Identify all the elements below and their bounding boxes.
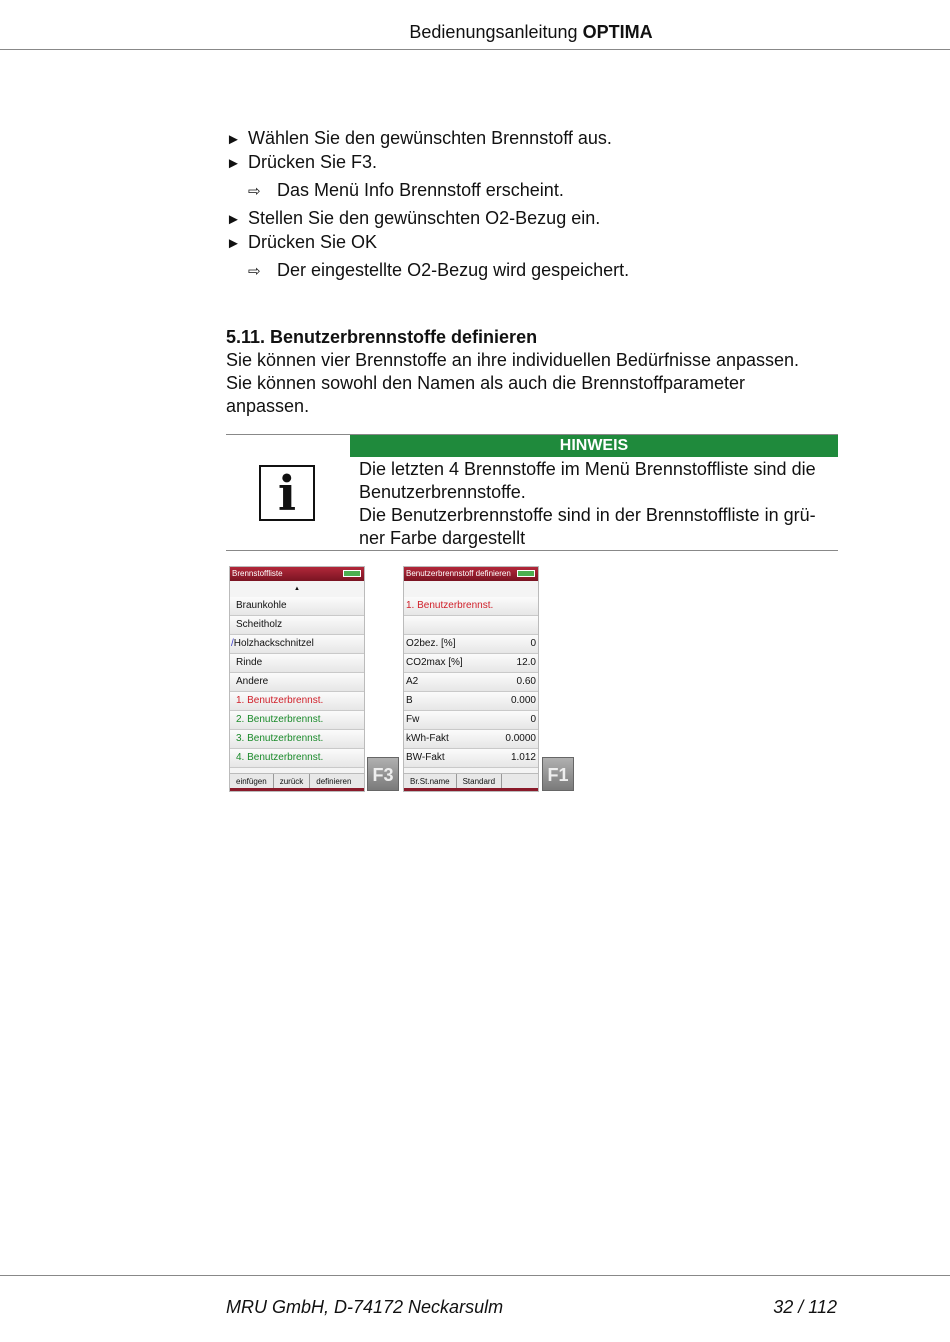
- fuel-name: 1. Benutzerbrennst.: [406, 600, 494, 611]
- battery-icon: [343, 570, 361, 577]
- softkey-zurueck[interactable]: zurück: [274, 774, 311, 791]
- list-item[interactable]: [230, 730, 364, 749]
- arrow-icon: ►: [226, 155, 241, 172]
- main-content: [226, 127, 838, 418]
- outline-arrow-icon: ⇨: [248, 183, 261, 200]
- spacer: [404, 581, 538, 597]
- param-value: 1.012: [510, 752, 536, 763]
- step-3: [226, 207, 838, 231]
- list-item[interactable]: [230, 616, 364, 635]
- param-value: 0.000: [510, 695, 536, 706]
- header-rule: [0, 49, 950, 50]
- param-value: 12.0: [516, 657, 536, 668]
- param-row[interactable]: [404, 673, 538, 692]
- param-label: BW-Fakt: [406, 752, 445, 763]
- param-row[interactable]: [404, 635, 538, 654]
- fuel-name-row[interactable]: [404, 597, 538, 616]
- screen-title-bar: [404, 567, 538, 581]
- softkey-einfuegen[interactable]: einfügen: [230, 774, 274, 791]
- step-2: [226, 151, 838, 175]
- footer-company: MRU GmbH, D-74172 Neckarsulm: [226, 1297, 504, 1317]
- softkey-standard[interactable]: Standard: [457, 774, 502, 791]
- list-item-label: Scheitholz: [236, 619, 283, 630]
- param-label: A2: [406, 676, 419, 687]
- param-value: 0.60: [516, 676, 536, 687]
- list-item-label: 2. Benutzerbrennst.: [236, 714, 324, 725]
- param-value: 0: [530, 714, 536, 725]
- arrow-icon: ►: [226, 235, 241, 252]
- list-item-text: Holzhackschnitzel: [233, 638, 314, 649]
- step-text: Drücken Sie F3.: [248, 152, 378, 172]
- header-text: Bedienungsanleitung: [409, 22, 578, 42]
- screen-title: Benutzerbrennstoff definieren: [406, 569, 511, 578]
- note-text: [359, 458, 829, 550]
- screen-bottom-bar: [230, 788, 364, 791]
- note-line: Die letzten 4 Brennstoffe im Menü Brennstoffliste sind die: [359, 459, 816, 479]
- param-label: B: [406, 695, 413, 706]
- result-text: Der eingestellte O2-Bezug wird gespeichert.: [277, 260, 630, 280]
- list-item-label: Braunkohle: [236, 600, 287, 611]
- list-item-label: 3. Benutzerbrennst.: [236, 733, 324, 744]
- result-2: [248, 259, 838, 283]
- param-value: 0: [530, 638, 536, 649]
- list-item-label: 4. Benutzerbrennst.: [236, 752, 324, 763]
- step-text: Wählen Sie den gewünschten Brennstoff aus.: [248, 128, 612, 148]
- param-label: kWh-Fakt: [406, 733, 449, 744]
- section-paragraph: anpassen.: [226, 396, 310, 416]
- screen-bottom-bar: [404, 788, 538, 791]
- arrow-icon: ►: [226, 211, 241, 228]
- param-row[interactable]: [404, 692, 538, 711]
- note-line: Benutzerbrennstoffe.: [359, 482, 526, 502]
- note-box: [226, 434, 838, 551]
- screen-brennstoffliste: [229, 566, 365, 792]
- page-number: 32 / 112: [773, 1297, 837, 1317]
- result-1: [248, 179, 838, 203]
- list-item-label: 1. Benutzerbrennst.: [236, 695, 324, 706]
- param-label: O2bez. [%]: [406, 638, 456, 649]
- f1-key[interactable]: F1: [542, 757, 574, 791]
- header-product: OPTIMA: [582, 22, 653, 42]
- softkey-definieren[interactable]: definieren: [316, 777, 352, 786]
- softkey-brstname[interactable]: Br.St.name: [404, 774, 457, 791]
- selection-marker: /: [231, 638, 234, 649]
- section-paragraph: Sie können sowohl den Namen als auch die Brennstoffparameter: [226, 373, 745, 393]
- param-label: Fw: [406, 714, 420, 725]
- step-1: [226, 127, 838, 151]
- footer-rule: [0, 1275, 950, 1276]
- list-item[interactable]: [230, 749, 364, 768]
- list-item-label: Andere: [236, 676, 269, 687]
- step-text: Stellen Sie den gewünschten O2-Bezug ein.: [248, 208, 601, 228]
- list-item[interactable]: [230, 673, 364, 692]
- param-row[interactable]: [404, 730, 538, 749]
- note-line: ner Farbe dargestellt: [359, 528, 526, 548]
- section-title: 5.11. Benutzerbrennstoffe definieren: [226, 327, 538, 347]
- list-item[interactable]: [230, 597, 364, 616]
- battery-icon: [517, 570, 535, 577]
- step-4: [226, 231, 838, 255]
- list-item-label: [231, 635, 314, 653]
- list-item[interactable]: [230, 654, 364, 673]
- info-glyph: i: [277, 466, 297, 522]
- result-text: Das Menü Info Brennstoff erscheint.: [277, 180, 564, 200]
- list-item[interactable]: [230, 711, 364, 730]
- scroll-up-icon[interactable]: ▲: [294, 586, 300, 592]
- param-value: 0.0000: [505, 733, 536, 744]
- outline-arrow-icon: ⇨: [248, 263, 261, 280]
- param-row[interactable]: [404, 749, 538, 768]
- param-row[interactable]: [404, 654, 538, 673]
- screen-benutzerbrennstoff-definieren: [403, 566, 539, 792]
- arrow-icon: ►: [226, 131, 241, 148]
- page-header: [0, 22, 950, 43]
- list-item[interactable]: [230, 635, 364, 654]
- info-icon: [259, 465, 315, 521]
- f3-key[interactable]: F3: [367, 757, 399, 791]
- section-paragraph: Sie können vier Brennstoffe an ihre individuellen Bedürfnisse anpassen.: [226, 350, 800, 370]
- screen-title-bar: [230, 567, 364, 581]
- screen-title: Brennstoffliste: [232, 569, 283, 578]
- note-line: Die Benutzerbrennstoffe sind in der Brennstoffliste in grü-: [359, 505, 816, 525]
- param-label: CO2max [%]: [406, 657, 463, 668]
- empty-row: [404, 616, 538, 635]
- step-text: Drücken Sie OK: [248, 232, 378, 252]
- note-heading: HINWEIS: [350, 435, 838, 457]
- list-item-label: Rinde: [236, 657, 263, 668]
- param-row[interactable]: [404, 711, 538, 730]
- list-item[interactable]: [230, 692, 364, 711]
